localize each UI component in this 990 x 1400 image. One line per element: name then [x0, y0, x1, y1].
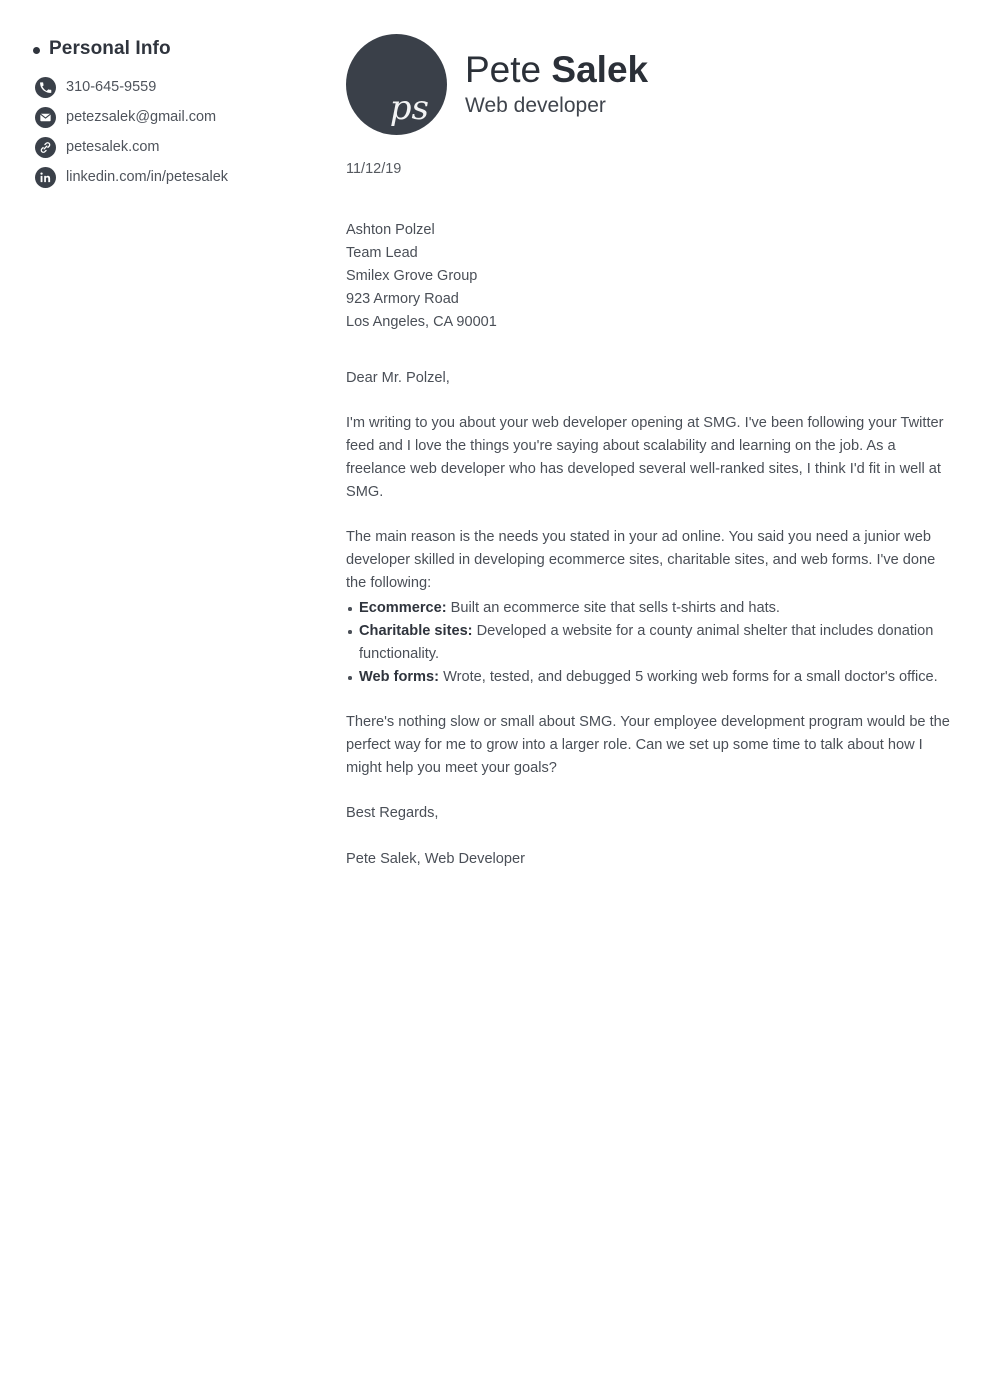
- link-icon: [35, 137, 56, 158]
- recipient-name: Ashton Polzel: [346, 222, 435, 238]
- letter-header: [346, 34, 958, 135]
- contact-phone-text: 310-645-9559: [66, 78, 157, 95]
- last-name: Salek: [551, 48, 649, 90]
- letter-body: [346, 34, 958, 871]
- bullet-lead: Charitable sites:: [359, 623, 473, 639]
- identity-block: [465, 49, 648, 121]
- bullet-lead: Web forms:: [359, 669, 440, 685]
- section-bullet-icon: [33, 47, 40, 54]
- signature: Pete Salek, Web Developer: [346, 851, 526, 867]
- list-item: [346, 597, 958, 620]
- bullet-text: Developed a website for a county animal shelter that includes donation functionality.: [359, 623, 934, 662]
- contact-email-text: petezsalek@gmail.com: [66, 108, 217, 125]
- first-name: Pete: [465, 48, 542, 90]
- job-title: Web developer: [465, 94, 606, 118]
- phone-icon: [35, 77, 56, 98]
- paragraph-1: I'm writing to you about your web developer opening at SMG. I've been following your Twitter feed and I love the things you're saying about scalability and learning on the job. As a freelance web developer who has developed several well-ranked sites, I think I'd fit in well at SMG.: [346, 415, 944, 500]
- contact-website-text: petesalek.com: [66, 138, 160, 155]
- recipient-street: 923 Armory Road: [346, 291, 459, 307]
- linkedin-icon: [35, 167, 56, 188]
- recipient-role: Team Lead: [346, 245, 418, 261]
- avatar-monogram: ps: [389, 88, 429, 128]
- bullet-text: Wrote, tested, and debugged 5 working web forms for a small doctor's office.: [443, 669, 938, 685]
- recipient-city-state-zip: Los Angeles, CA 90001: [346, 314, 497, 330]
- letter-date: 11/12/19: [346, 161, 402, 177]
- paragraph-2: The main reason is the needs you stated in your ad online. You said you need a junior web developer skilled in developing ecommerce sites, charitable sites, and web forms. I've done the following:: [346, 529, 936, 591]
- contact-item-phone: [35, 76, 330, 98]
- paragraph-3: There's nothing slow or small about SMG. Your employee development program would be the perfect way for me to grow into a larger role. Can we set up some time to talk about how I might help you meet your goals?: [346, 714, 950, 776]
- closing: Best Regards,: [346, 805, 439, 821]
- envelope-icon: [35, 107, 56, 128]
- list-item: [346, 620, 958, 666]
- contact-list: [35, 76, 330, 188]
- contact-item-email: [35, 106, 330, 128]
- contact-item-website: [35, 136, 330, 158]
- recipient-company: Smilex Grove Group: [346, 268, 478, 284]
- list-item: [346, 666, 958, 689]
- contact-linkedin-text: linkedin.com/in/petesalek: [66, 168, 229, 185]
- contact-item-linkedin: [35, 166, 330, 188]
- achievement-list: [346, 597, 958, 689]
- avatar: [346, 34, 447, 135]
- recipient-address-block: [346, 219, 958, 334]
- bullet-lead: Ecommerce:: [359, 600, 447, 616]
- letter-content: [346, 367, 958, 871]
- salutation: Dear Mr. Polzel,: [346, 370, 450, 386]
- sidebar-section-personal-info: [33, 38, 330, 60]
- sidebar-section-title: Personal Info: [49, 38, 171, 59]
- sidebar: [0, 0, 330, 196]
- bullet-text: Built an ecommerce site that sells t-shirts and hats.: [450, 600, 780, 616]
- page-title: [465, 49, 648, 90]
